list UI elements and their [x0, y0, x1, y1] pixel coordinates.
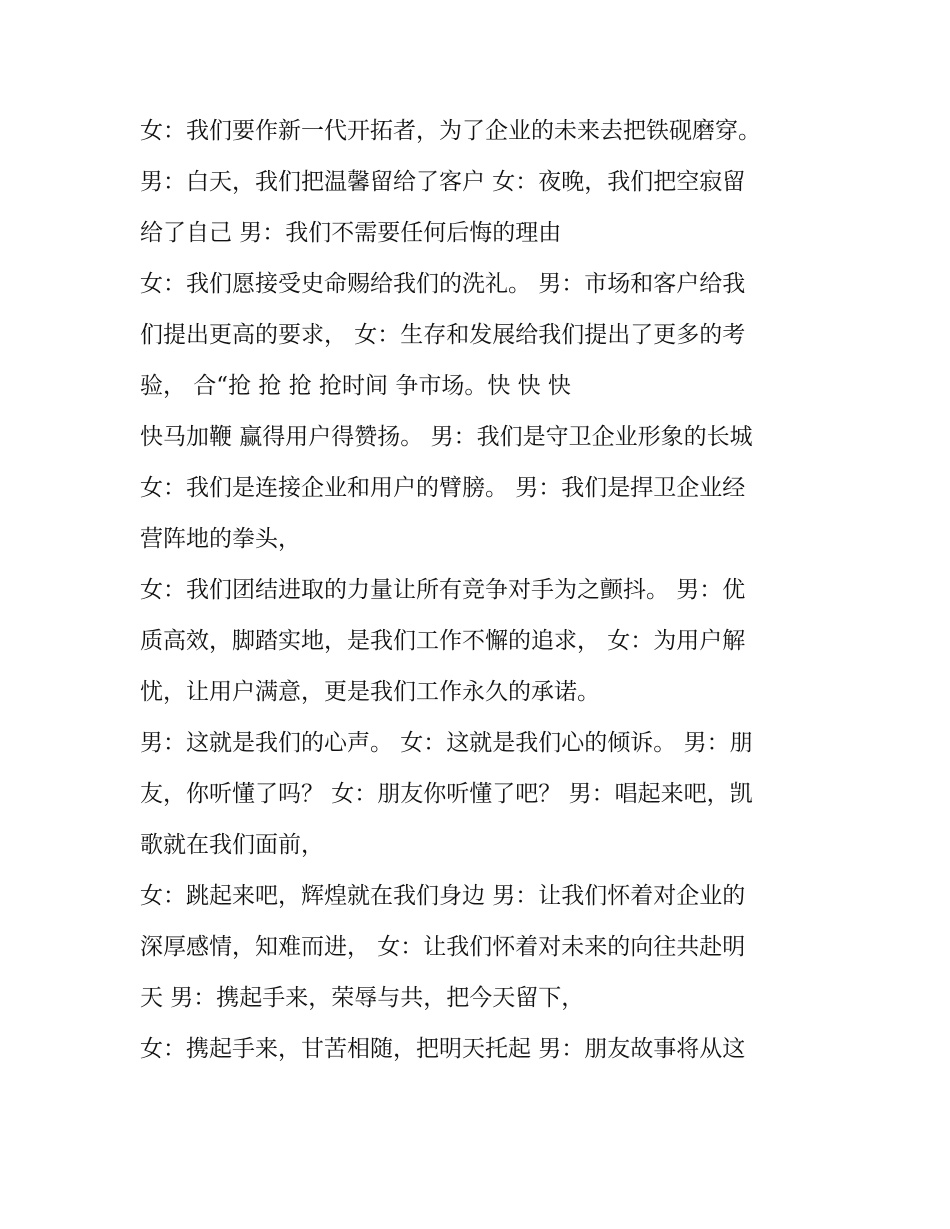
- text-line: 快马加鞭 赢得用户得赞扬。 男：我们是守卫企业形象的长城: [140, 424, 753, 450]
- text-line: 天 男：携起手来，荣辱与共，把今天留下，: [140, 985, 585, 1011]
- text-line: 女：我们是连接企业和用户的臂膀。 男：我们是捍卫企业经: [140, 475, 746, 501]
- dialogue-text-block: [140, 106, 820, 1075]
- text-line: 女：跳起来吧，辉煌就在我们身边 男：让我们怀着对企业的: [140, 883, 746, 909]
- text-line: 女：我们要作新一代开拓者，为了企业的未来去把铁砚磨穿。: [140, 118, 761, 144]
- text-line: 忧，让用户满意，更是我们工作永久的承诺。: [140, 679, 600, 705]
- text-line: 歌就在我们面前，: [140, 832, 324, 858]
- text-line: 深厚感情，知难而进， 女：让我们怀着对未来的向往共赴明: [140, 934, 746, 960]
- text-line: 女：我们愿接受史命赐给我们的洗礼。 男：市场和客户给我: [140, 271, 746, 297]
- text-line: 营阵地的拳头，: [140, 526, 301, 552]
- text-line: 女：我们团结进取的力量让所有竞争对手为之颤抖。 男：优: [140, 577, 746, 603]
- text-line: 女：携起手来，甘苦相随，把明天托起 男：朋友故事将从这: [140, 1036, 746, 1062]
- text-line: 友，你听懂了吗？ 女：朋友你听懂了吧？ 男：唱起来吧，凯: [140, 781, 753, 807]
- text-line: 给了自己 男：我们不需要任何后悔的理由: [140, 220, 562, 246]
- text-line: 男：这就是我们的心声。 女：这就是我们心的倾诉。 男：朋: [140, 730, 753, 756]
- text-line: 质高效，脚踏实地，是我们工作不懈的追求， 女：为用户解: [140, 628, 746, 654]
- text-line: 男：白天，我们把温馨留给了客户 女：夜晚，我们把空寂留: [140, 169, 746, 195]
- text-line: 们提出更高的要求， 女：生存和发展给我们提出了更多的考: [140, 322, 746, 348]
- text-line: 验， 合“抢 抢 抢 抢时间 争市场。快 快 快: [140, 373, 571, 399]
